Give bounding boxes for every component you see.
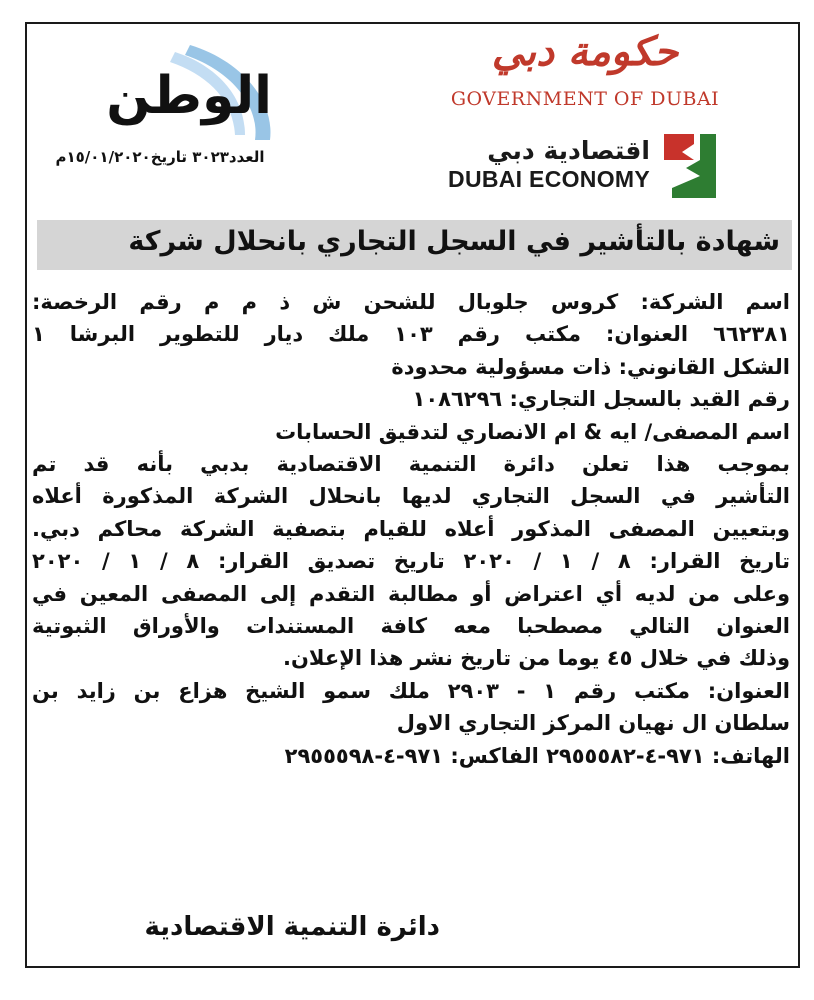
newspaper-masthead (40, 40, 280, 190)
body-line: التأشير في السجل التجاري لديها بانحلال الشركة المذكورة أعلاه (32, 484, 790, 509)
body-line: تاريخ القرار: ٨ / ١ / ٢٠٢٠ تاريخ تصديق القرار: ٨ / ١ / ٢٠٢٠ (32, 549, 791, 574)
notice-body (32, 286, 790, 772)
body-line: وذلك في خلال ٤٥ يوما من تاريخ نشر هذا الإعلان. (283, 646, 790, 671)
body-line: العنوان: مكتب رقم ١ - ٢٩٠٣ ملك سمو الشيخ هزاع بن زايد بن (32, 678, 790, 703)
body-line: العنوان التالي مصطحبا معه كافة المستندات والأوراق الثبوتية (32, 614, 790, 639)
body-line: الهاتف: ٩٧١-٤-٢٩٥٥٥٨٢ الفاكس: ٩٧١-٤-٢٩٥٥٥٩٨ (284, 743, 790, 768)
economy-arabic-wordmark: اقتصادية دبي (487, 136, 650, 165)
issuer-signature: دائرة التنمية الاقتصادية (144, 912, 440, 942)
gov-arabic-wordmark: حكومة دبي (491, 28, 679, 75)
government-of-dubai-logo (445, 30, 725, 110)
gov-english-wordmark: GOVERNMENT OF DUBAI (450, 88, 720, 110)
dubai-economy-logo (420, 132, 720, 202)
body-line: اسم الشركة: كروس جلوبال للشحن ش ذ م م رقم الرخصة: (32, 290, 790, 314)
issue-number-date: العدد٣٠٢٣ تاريخ١٥/٠١/٢٠٢٠م (55, 148, 265, 166)
body-line: سلطان ال نهيان المركز التجاري الاول (396, 711, 790, 736)
body-line: وبتعيين المصفى المذكور أعلاه للقيام بتصفية الشركة محاكم دبي. (32, 516, 790, 541)
body-line: الشكل القانوني: ذات مسؤولية محدودة (391, 354, 790, 379)
economy-english-wordmark: DUBAI ECONOMY (448, 166, 650, 192)
body-line: وعلى من لديه أي اعتراض أو مطالبة التقدم إلى المصفى المعين في (32, 581, 790, 606)
dubai-economy-emblem-icon (664, 134, 716, 198)
body-line: رقم القيد بالسجل التجاري: ١٠٨٦٢٩٦ (412, 387, 790, 412)
body-line: بموجب هذا تعلن دائرة التنمية الاقتصادية بدبي بأنه قد تم (32, 452, 790, 477)
body-line: ٦٦٢٣٨١ العنوان: مكتب رقم ١٠٣ ملك ديار للتطوير البرشا ١ (32, 322, 790, 347)
notice-title-bar (37, 220, 792, 270)
body-line: اسم المصفى/ ايه & ام الانصاري لتدقيق الحسابات (275, 419, 790, 444)
notice-title: شهادة بالتأشير في السجل التجاري بانحلال شركة (128, 226, 780, 257)
newspaper-name: الوطن (106, 66, 272, 126)
